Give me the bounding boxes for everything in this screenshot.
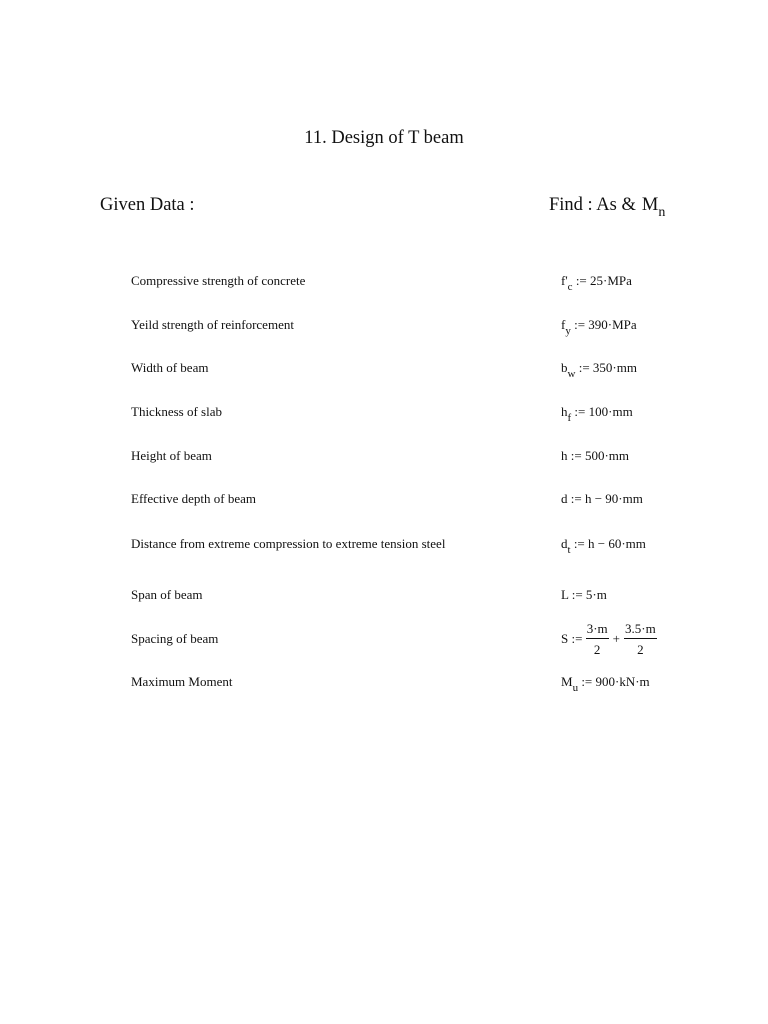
fraction-1 [586,622,609,656]
label-height-of-beam: Height of beam [131,448,212,463]
label-width-of-beam: Width of beam [131,360,209,375]
expr-value: 390·MPa [588,317,637,332]
expr-h [561,448,629,464]
fraction-1-denominator: 2 [593,642,601,657]
expr-symbol: b [561,360,568,375]
assign-operator: := [570,448,582,463]
expr-value: h − 90·mm [584,491,643,506]
expr-subscript: f [567,412,572,424]
page-title: 11. Design of T beam [304,128,464,148]
expr-symbol: d [561,536,568,551]
find-text: Find : As & [549,195,636,215]
assign-operator: := [578,360,590,375]
label-distance-extreme-steel: Distance from extreme compression to extreme tension steel [131,536,446,551]
given-data-heading: Given Data : [100,195,195,215]
expr-subscript: u [572,682,579,694]
plus-operator: + [612,631,620,646]
assign-operator: := [575,273,587,288]
expr-symbol: L [561,587,569,602]
expr-fy [561,317,637,337]
expr-L [561,587,607,603]
expr-symbol: h [561,448,568,463]
expr-Mu [561,674,650,694]
expr-subscript: y [565,325,571,337]
expr-hf [561,404,633,424]
expr-d [561,491,643,507]
label-maximum-moment: Maximum Moment [131,674,233,689]
expr-subscript: c [567,281,573,293]
assign-operator: := [571,587,583,602]
assign-operator: := [571,631,583,646]
fraction-2-numerator: 3.5·m [624,622,657,639]
expr-value: h − 60·mm [588,536,646,551]
expr-value: 500·mm [584,448,630,463]
expr-bw [561,360,637,380]
label-effective-depth: Effective depth of beam [131,491,257,506]
expr-symbol: f' [561,273,568,288]
label-compressive-strength: Compressive strength of concrete [131,273,306,288]
assign-operator: := [581,674,593,689]
expr-subscript: t [567,544,571,556]
assign-operator: := [574,404,586,419]
label-spacing-of-beam: Spacing of beam [131,631,219,646]
fraction-1-numerator: 3·m [586,622,609,639]
expr-fc [561,273,632,293]
expr-dt [561,536,646,556]
expr-symbol: d [561,491,568,506]
expr-value: 25·MPa [590,273,632,288]
expr-value: 900·kN·m [595,674,650,689]
expr-value: 5·m [585,587,607,602]
expr-symbol: S [561,631,569,646]
fraction-2-denominator: 2 [637,642,644,657]
expr-value: 350·mm [592,360,637,375]
expr-symbol: M [561,674,573,689]
expr-subscript: w [567,368,576,380]
assign-operator: := [570,491,582,506]
expr-symbol: h [561,404,568,419]
fraction-2 [624,622,657,656]
find-subscript: n [658,205,666,220]
label-span-of-beam: Span of beam [131,587,203,602]
label-thickness-of-slab: Thickness of slab [131,404,222,419]
label-yield-strength: Yeild strength of reinforcement [131,317,294,332]
assign-operator: := [573,536,585,551]
expr-value: 100·mm [588,404,633,419]
expr-S [561,622,657,656]
assign-operator: := [574,317,586,332]
find-heading [549,195,665,221]
expr-symbol: f [561,317,566,332]
find-symbol: M [641,195,659,215]
